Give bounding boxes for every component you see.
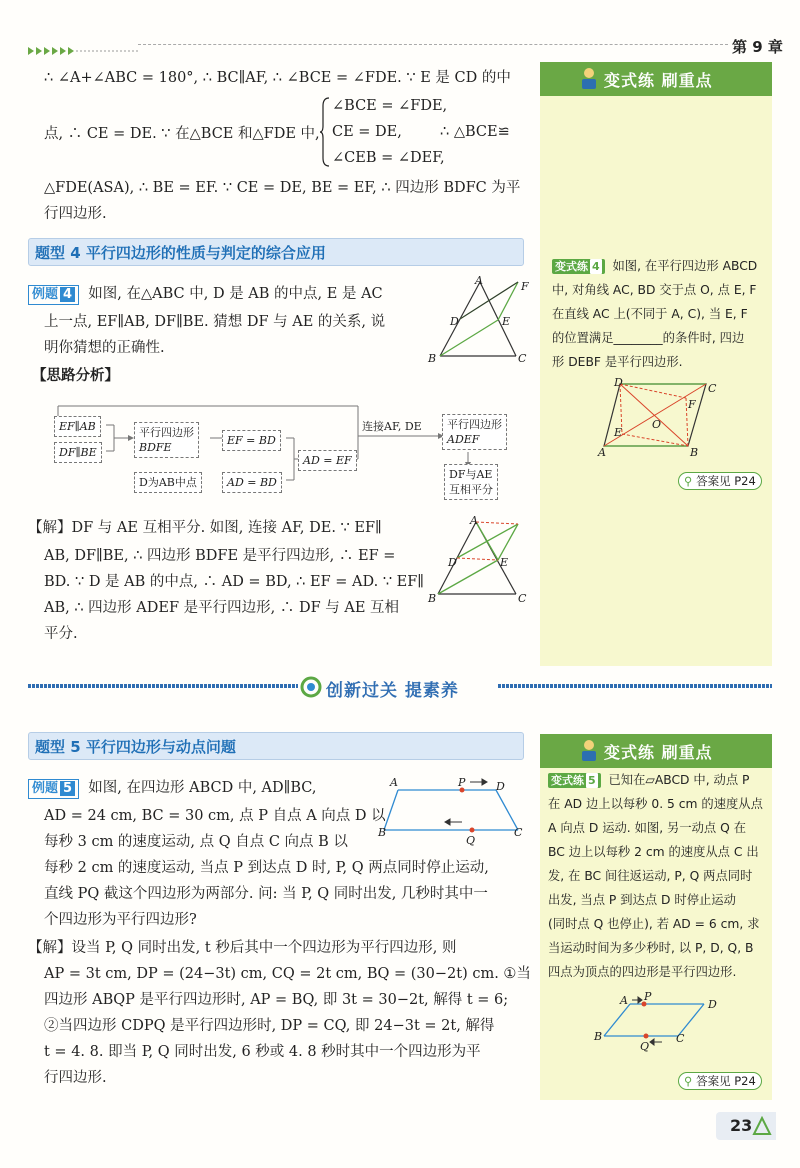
proof-line-2a: 点, ∴ CE = DE. ∵ 在△BCE 和△FDE 中, [44, 126, 320, 142]
side2-tag: 变式练 5 [548, 773, 601, 788]
trap-label-A: A [390, 776, 398, 789]
side-head-1: 变式练 刷重点 [540, 62, 772, 96]
flow-box-df-be: DF∥BE [54, 442, 102, 463]
fig3-label-F: F [688, 398, 696, 411]
fig4-label-B: B [594, 1030, 603, 1043]
solution-5-line-1: 【解】设当 P, Q 同时出发, t 秒后其中一个四边形为平行四边形, 则 [28, 940, 457, 956]
page-number: 23 [730, 1116, 753, 1135]
topic-4-header: 题型 4 平行四边形的性质与判定的综合应用 [28, 238, 524, 266]
side2-line-2: 在 AD 边上以每秒 0. 5 cm 的速度从点 [548, 797, 763, 811]
fig2-label-B: B [428, 592, 437, 605]
flow-box-ad-ef: AD = EF [298, 450, 357, 471]
example-5-q1: 例题 5 如图, 在四边形 ABCD 中, AD∥BC, [28, 778, 316, 799]
solution-5-line-6: 行四边形. [44, 1070, 107, 1086]
solution-5-line-4: ②当四边形 CDPQ 是平行四边形时, DP = CQ, 即 24−3t = 2t, 解得 [44, 1018, 495, 1034]
side2-line-5: 发, 在 BC 间往返运动, P, Q 两点同时 [548, 869, 753, 883]
section-banner-right-rule [498, 684, 772, 688]
proof-line-2b: ∴ △BCE≌ [440, 124, 510, 140]
solution-5-line-5: t = 4. 8. 即当 P, Q 同时出发, 6 秒或 4. 8 秒时其中一个四边形为平 [44, 1044, 481, 1060]
proof-line-1: ∴ ∠A+∠ABC = 180°, ∴ BC∥AF, ∴ ∠BCE = ∠FDE. ∵ E 是 CD 的中 [44, 70, 511, 86]
answer-key-2: ⚲ 答案见 P24 [678, 1072, 762, 1090]
fig4-label-Q: Q [640, 1040, 650, 1053]
fig2-label-A: A [470, 514, 478, 527]
solution-4-line-1: 【解】DF 与 AE 互相平分. 如图, 连接 AF, DE. ∵ EF∥ [28, 520, 382, 536]
side1-line-3: 在直线 AC 上(不同于 A, C), 当 E, F [552, 307, 748, 321]
fig1-label-C: C [518, 352, 527, 365]
flow-box-ef-ab: EF∥AB [54, 416, 101, 437]
flow-box-adef: 平行四边形 ADEF [442, 414, 507, 450]
fig3-label-C: C [708, 382, 717, 395]
fig1-label-F: F [521, 280, 529, 293]
side1-line-1: 变式练 4 如图, 在平行四边形 ABCD [552, 256, 757, 276]
fig3-label-E: E [614, 426, 623, 439]
example-5-tag: 例题 5 [28, 779, 79, 799]
trap-label-B: B [378, 826, 387, 839]
side-head-2: 变式练 刷重点 [540, 734, 772, 768]
flow-box-bdfe: 平行四边形 BDFE [134, 422, 199, 458]
side1-line-5: 形 DEBF 是平行四边形. [552, 355, 683, 369]
key-icon: ⚲ [684, 474, 693, 488]
trap-label-P: P [458, 776, 466, 789]
side1-line-4: 的位置满足________的条件时, 四边 [552, 331, 745, 345]
arrow-strip-icon [28, 47, 138, 55]
solution-4-line-2: AB, DF∥BE, ∴ 四边形 BDFE 是平行四边形, ∴ EF = [44, 548, 396, 564]
student-icon [578, 738, 600, 762]
trap-label-D: D [496, 780, 505, 793]
fig3-label-B: B [690, 446, 699, 459]
example-4-tag: 例题 4 [28, 285, 79, 305]
header-rule [138, 44, 728, 45]
fig1-label-A: A [475, 274, 483, 287]
solution-4-line-5: 平分. [44, 626, 78, 642]
trap-label-C: C [514, 826, 523, 839]
example-5-q2: AD = 24 cm, BC = 30 cm, 点 P 自点 A 向点 D 以 [44, 808, 386, 824]
side2-line-7: (同时点 Q 也停止), 若 AD = 6 cm, 求 [548, 917, 760, 931]
key-icon: ⚲ [684, 1074, 693, 1088]
proof-line-4: 行四边形. [44, 206, 107, 222]
example-5-q5: 直线 PQ 截这个四边形为两部分. 问: 当 P, Q 同时出发, 几秒时其中一 [44, 886, 488, 902]
fig1-label-E: E [502, 315, 511, 328]
side1-line-2: 中, 对角线 AC, BD 交于点 O, 点 E, F [552, 283, 757, 297]
chapter-label: 第 9 章 [732, 38, 783, 56]
brace [320, 96, 330, 168]
side2-line-8: 当运动时间为多少秒时, 以 P, D, Q, B [548, 941, 754, 955]
example-4-q1: 例题 4 如图, 在△ABC 中, D 是 AB 的中点, E 是 AC [28, 284, 383, 305]
answer-key-1: ⚲ 答案见 P24 [678, 472, 762, 490]
example-5-q4: 每秒 2 cm 的速度运动, 当点 P 到达点 D 时, P, Q 两点同时停止运动, [44, 860, 489, 876]
solution-5-line-2: AP = 3t cm, DP = (24−3t) cm, CQ = 2t cm, BQ = (30−2t) cm. ①当 [44, 966, 531, 982]
section-banner-title: 创新过关 提素养 [326, 681, 459, 701]
flow-box-conclusion: DF与AE 互相平分 [444, 464, 498, 500]
brace-line-1: ∠BCE = ∠FDE, [332, 98, 448, 114]
proof-line-3: △FDE(ASA), ∴ BE = EF. ∵ CE = DE, BE = EF, ∴ 四边形 BDFC 为平 [44, 180, 521, 196]
fig4-label-D: D [708, 998, 717, 1011]
fig1-label-B: B [428, 352, 437, 365]
side1-tag: 变式练 4 [552, 259, 605, 274]
analysis-label: 【思路分析】 [32, 368, 119, 384]
fig1-label-D: D [450, 315, 459, 328]
side2-line-3: A 向点 D 运动. 如图, 另一动点 Q 在 [548, 821, 747, 835]
side2-line-1: 变式练 5 已知在▱ABCD 中, 动点 P [548, 770, 749, 790]
solution-4-line-4: AB, ∴ 四边形 ADEF 是平行四边形, ∴ DF 与 AE 互相 [44, 600, 400, 616]
fig4-label-C: C [676, 1032, 685, 1045]
example-5-q3: 每秒 3 cm 的速度运动, 点 Q 自点 C 向点 B 以 [44, 834, 348, 850]
figure-trapezoid [378, 776, 528, 838]
side2-line-9: 四点为顶点的四边形是平行四边形. [548, 965, 737, 979]
example-4-q2: 上一点, EF∥AB, DF∥BE. 猜想 DF 与 AE 的关系, 说 [44, 314, 386, 330]
fig2-label-E: E [500, 556, 509, 569]
solution-5-line-3: 四边形 ABQP 是平行四边形时, AP = BQ, 即 3t = 30−2t, 解得 t = 6; [44, 992, 509, 1008]
fig4-label-P: P [644, 990, 652, 1003]
fig2-label-D: D [448, 556, 457, 569]
section-banner-left-rule [28, 684, 298, 688]
example-4-q3: 明你猜想的正确性. [44, 340, 165, 356]
header-arrows [28, 40, 138, 48]
fig4-label-A: A [620, 994, 628, 1007]
student-icon [578, 66, 600, 90]
flow-box-midpoint: D为AB中点 [134, 472, 202, 493]
topic-5-header: 题型 5 平行四边形与动点问题 [28, 732, 524, 760]
fig3-label-D: D [614, 376, 623, 389]
swirl-icon [300, 676, 322, 698]
fig3-label-O: O [652, 418, 662, 431]
fig2-label-C: C [518, 592, 527, 605]
example-5-q6: 个四边形为平行四边形? [44, 912, 197, 928]
side2-line-4: BC 边上以每秒 2 cm 的速度从点 C 出 [548, 845, 759, 859]
side2-line-6: 出发, 当点 P 到达点 D 时停止运动 [548, 893, 736, 907]
trap-label-Q: Q [466, 834, 476, 847]
solution-4-line-3: BD. ∵ D 是 AB 的中点, ∴ AD = BD, ∴ EF = AD. ∵ EF∥ [44, 574, 424, 590]
figure-parallelogram-2 [596, 992, 716, 1052]
flow-box-ad-bd: AD = BD [222, 472, 282, 493]
fig3-label-A: A [598, 446, 606, 459]
brace-line-2: CE = DE, [332, 124, 402, 140]
brace-line-3: ∠CEB = ∠DEF, [332, 150, 445, 166]
flow-arrow-label: 连接AF, DE [362, 420, 422, 433]
logo-icon [752, 1116, 772, 1136]
flow-box-ef-bd: EF = BD [222, 430, 281, 451]
